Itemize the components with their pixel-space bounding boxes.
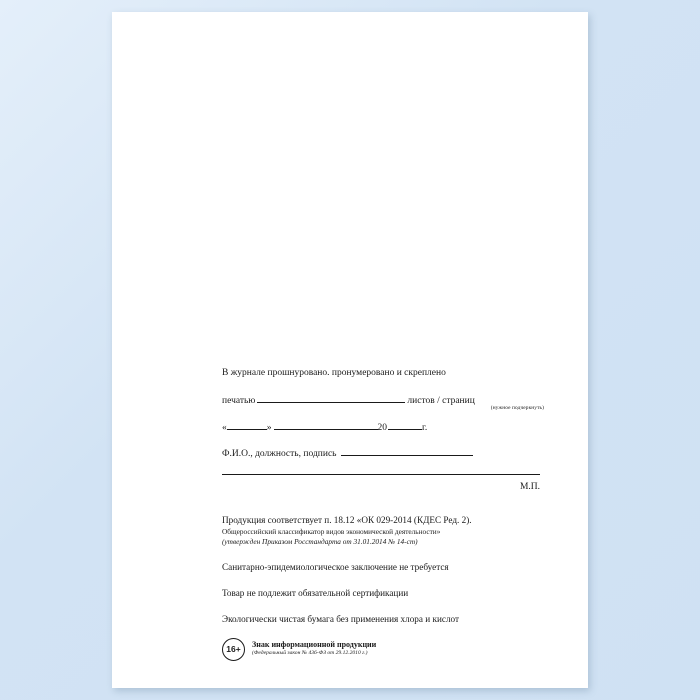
sanitary-note: Санитарно-эпидемиологическое заключение не требуется	[222, 561, 449, 572]
age-rating-block	[222, 638, 552, 661]
okved-line-3: (утвержден Приказом Росстандарта от 31.01.2014 № 14-ст)	[222, 537, 418, 547]
compliance-block	[222, 514, 552, 661]
signature-rule[interactable]	[222, 473, 540, 475]
mp-label: М.П.	[519, 481, 540, 492]
age-rating-subtitle: (Федеральный закон № 436-ФЗ от 29.12.2010 г.)	[252, 650, 368, 657]
month-fill-line[interactable]	[274, 420, 378, 430]
seal-row	[222, 393, 552, 406]
underline-hint: (нужное подчеркнуть)	[490, 404, 544, 411]
year-fill-line[interactable]	[388, 420, 422, 430]
document-page	[112, 12, 588, 688]
age-rating-icon: 16+	[222, 638, 245, 661]
quote-close: »	[266, 422, 272, 433]
okved-line-2: Общероссийский классификатор видов экономической деятельности»	[222, 527, 441, 537]
year-suffix: г.	[422, 422, 428, 433]
sheets-pages-label: листов / страниц	[407, 395, 475, 406]
fio-row	[222, 446, 552, 459]
certification-note: Товар не подлежит обязательной сертификации	[222, 587, 409, 598]
pechat-label: печатью	[222, 395, 256, 406]
quote-open: «	[222, 422, 227, 433]
age-rating-texts	[252, 640, 376, 657]
okved-line-1: Продукция соответствует п. 18.12 «ОК 029-2014 (КДЕС Ред. 2).	[222, 514, 472, 525]
fio-fill-line[interactable]	[341, 446, 473, 456]
date-row	[222, 420, 552, 433]
document-content	[222, 367, 552, 661]
journal-seal-line: В журнале прошнуровано. пронумеровано и скреплено	[222, 368, 446, 378]
ecology-note: Экологически чистая бумага без применения хлора и кислот	[222, 614, 460, 625]
age-rating-title: Знак информационной продукции	[252, 640, 377, 650]
seal-fill-line[interactable]	[257, 393, 405, 403]
year-prefix: 20	[377, 422, 387, 433]
fio-label: Ф.И.О., должность, подпись	[222, 448, 337, 459]
day-fill-line[interactable]	[227, 420, 267, 430]
